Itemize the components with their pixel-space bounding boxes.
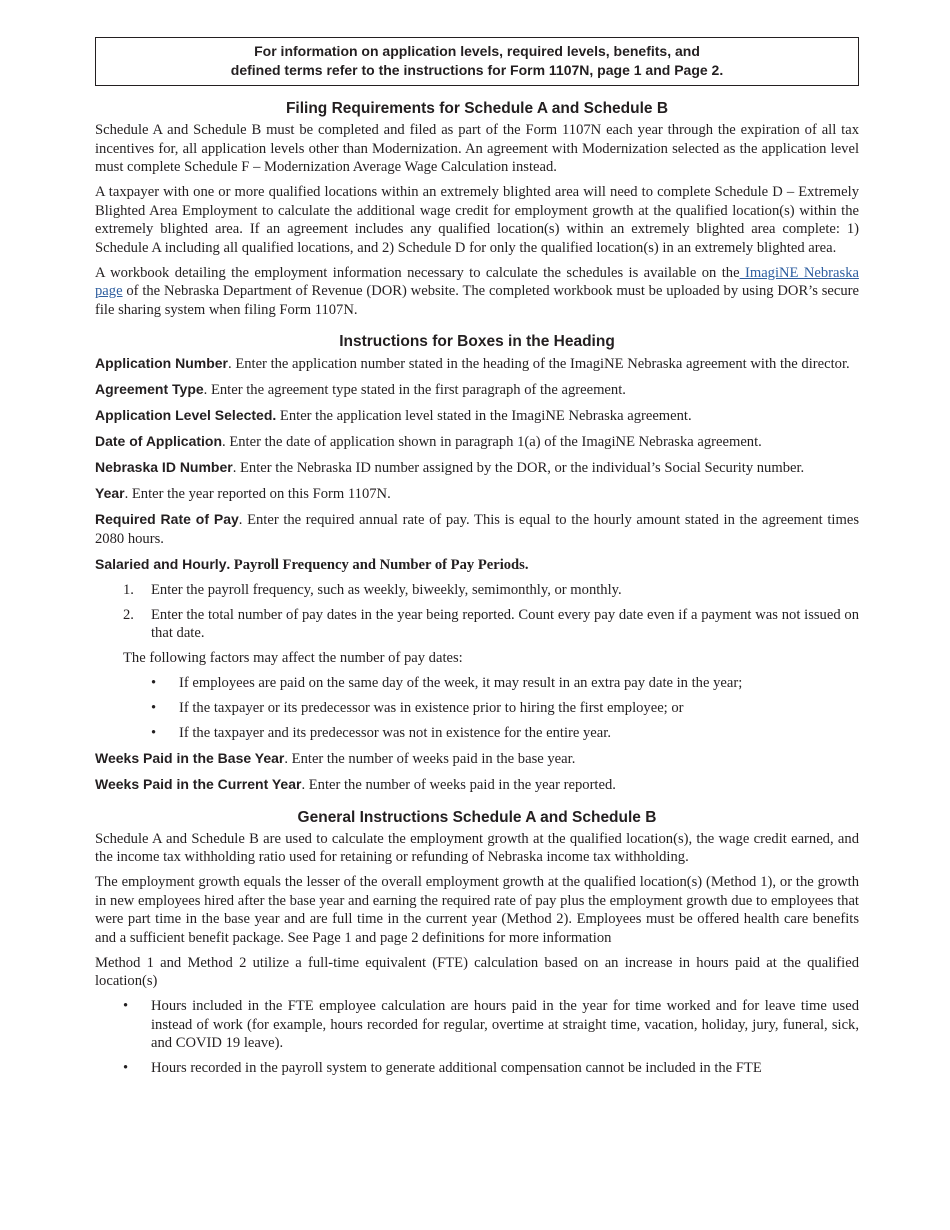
agreement-type-text: . Enter the agreement type stated in the first paragraph of the agreement. (203, 382, 626, 398)
step-text: Enter the total number of pay dates in the year being reported. Count every pay date even if a payment was not issued on that date. (151, 606, 859, 641)
general-paragraph-2: The employment growth equals the lesser of the overall employment growth at the qualified location(s) (Method 1), or the growth in new employees hired after the base year and earning the required rate of pay plus the employment growth due to employees that were part time in the base year and are full time in the current year (Method 2). Employees must be offered health care benefits and a sufficient benefit package. See Page 1 and page 2 definitions for more information (95, 874, 859, 946)
factors-intro: The following factors may affect the number of pay dates: (123, 650, 463, 666)
general-instructions-heading: General Instructions Schedule A and Schedule B (297, 808, 657, 826)
general-paragraph-1: Schedule A and Schedule B are used to calculate the employment growth at the qualified location(s), the wage credit earned, and the income tax withholding ratio used for retaining or refunding of Nebraska income tax withholding. (95, 830, 859, 865)
notice-line-1: For information on application levels, required levels, benefits, and (254, 43, 700, 59)
step-text: Enter the payroll frequency, such as weekly, biweekly, semimonthly, or monthly. (151, 581, 622, 598)
factor-text: If the taxpayer and its predecessor was not in existence for the entire year. (179, 725, 611, 741)
date-of-application-label: Date of Application (95, 433, 223, 449)
document-page (95, 37, 859, 1084)
date-of-application-item (95, 432, 859, 452)
required-rate-label: Required Rate of Pay (95, 511, 239, 527)
year-item (95, 484, 859, 504)
application-number-text: . Enter the application number stated in the heading of the ImagiNE Nebraska agreement with the director. (228, 356, 850, 372)
application-number-item (95, 354, 859, 374)
factor-bullet-item (151, 699, 859, 718)
year-text: . Enter the year reported on this Form 1107N. (124, 486, 391, 502)
bullet-icon: • (123, 1060, 129, 1076)
required-rate-text: . Enter the required annual rate of pay. This is equal to the hourly amount stated in the agreement times 2080 hours. (95, 512, 859, 547)
factor-bullet-item (151, 674, 859, 693)
info-notice-box (95, 37, 859, 86)
factor-bullet-item (151, 724, 859, 743)
weeks-current-year-item (95, 775, 859, 795)
year-label: Year (95, 485, 125, 501)
boxes-heading: Instructions for Boxes in the Heading (339, 333, 615, 350)
filing-paragraph-1: Schedule A and Schedule B must be completed and filed as part of the Form 1107N each year through the expiration of all tax incentives for, all application levels other than Modernization. An agreement with Modernization selected as the application level must complete Schedule F – Modernization Average Wage Calculation instead. (95, 122, 859, 175)
filing-paragraph-3 (95, 264, 859, 320)
general-bullet-text: Hours included in the FTE employee calculation are hours paid in the year for time worked and for leave time used instead of work (for example, hours recorded for regular, overtime at straight time, vacation, holiday, jury, funeral, sick, and COVID 19 leave). (151, 998, 859, 1051)
bullet-icon: • (123, 998, 129, 1014)
bullet-icon: • (151, 700, 157, 716)
filing-p3-after: of the Nebraska Department of Revenue (DOR) website. The completed workbook must be uploaded by using DOR’s secure file sharing system when filing Form 1107N. (95, 283, 859, 318)
weeks-base-year-item (95, 749, 859, 769)
bullet-icon: • (151, 675, 157, 691)
agreement-type-label: Agreement Type (95, 381, 204, 397)
filing-requirements-heading: Filing Requirements for Schedule A and Schedule B (285, 100, 669, 117)
step-number: 1. (123, 581, 134, 598)
weeks-current-year-text: . Enter the number of weeks paid in the year reported. (301, 777, 616, 793)
general-bullet-item (123, 1059, 859, 1078)
application-level-item (95, 406, 859, 426)
application-level-label: Application Level Selected. (95, 407, 277, 423)
weeks-base-year-label: Weeks Paid in the Base Year (95, 750, 285, 766)
notice-line-2: defined terms refer to the instructions for Form 1107N, page 1 and Page 2. (230, 62, 724, 78)
required-rate-item (95, 510, 859, 548)
application-number-label: Application Number (95, 355, 229, 371)
factor-text: If the taxpayer or its predecessor was in existence prior to hiring the first employee; or (179, 700, 684, 716)
numbered-step (123, 606, 859, 643)
salaried-hourly-label: Salaried and Hourly (95, 555, 227, 572)
nebraska-id-text: . Enter the Nebraska ID number assigned by the DOR, or the individual’s Social Security number. (232, 460, 805, 476)
imagine-nebraska-page-link[interactable]: ImagiNE Nebraska page (95, 264, 859, 299)
agreement-type-item (95, 380, 859, 400)
weeks-base-year-text: . Enter the number of weeks paid in the base year. (284, 751, 576, 767)
general-bullet-text: Hours recorded in the payroll system to generate additional compensation cannot be included in the FTE (151, 1060, 762, 1076)
general-paragraph-3: Method 1 and Method 2 utilize a full-time equivalent (FTE) calculation based on an increase in hours paid at the qualified location(s) (95, 954, 859, 989)
filing-p3-before: A workbook detailing the employment information necessary to calculate the schedules is available on the (95, 264, 740, 281)
numbered-step (123, 581, 859, 600)
salaried-hourly-item (95, 555, 859, 575)
factor-text: If employees are paid on the same day of the week, it may result in an extra pay date in the year; (179, 675, 743, 691)
filing-paragraph-2: A taxpayer with one or more qualified locations within an extremely blighted area will need to complete Schedule D – Extremely Blighted Area Employment to calculate the additional wage credit for employment growth at the qualified location(s) within the extremely blighted area. If an agreement includes any qualified location(s) within an extremely blighted area complete: 1) Schedule A including all qualified locations, and 2) Schedule D for only the qualified location(s) in an extremely blighted area. (95, 184, 859, 256)
general-bullet-item (123, 997, 859, 1053)
bullet-icon: • (151, 725, 157, 741)
weeks-current-year-label: Weeks Paid in the Current Year (95, 776, 302, 792)
step-number: 2. (123, 606, 134, 623)
salaried-hourly-text: . Payroll Frequency and Number of Pay Periods. (226, 556, 529, 573)
nebraska-id-label: Nebraska ID Number (95, 459, 233, 475)
date-of-application-text: . Enter the date of application shown in paragraph 1(a) of the ImagiNE Nebraska agreement. (222, 434, 762, 450)
application-level-text: Enter the application level stated in the ImagiNE Nebraska agreement. (276, 408, 692, 424)
nebraska-id-item (95, 458, 859, 478)
